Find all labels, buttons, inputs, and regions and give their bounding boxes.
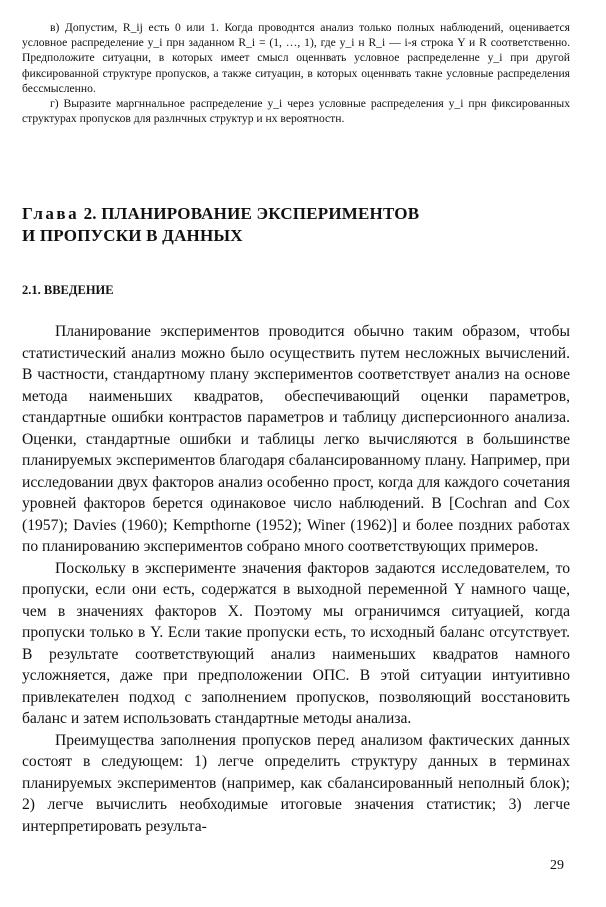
chapter-heading — [22, 203, 582, 247]
chapter-number: 2. — [83, 204, 97, 223]
paragraph: Поскольку в эксперименте значения факторов задаются исследователем, то пропуски, если они есть, содержатся в выходной переменной Y намного чаще, чем в значениях факторов X. Поэтому мы ограничимся ситуацией, когда пропуски только в Y. Если такие пропуски есть, то исходный баланс отсутствует. В результате соответствующий анализ наименьших квадратов намного усложняется, даже при предположении ОПС. В этой ситуации интуитивно привлекателен подход с заполнением пропусков, позволяющий восстановить баланс и затем использовать стандартные методы анализа. — [22, 559, 570, 727]
chapter-title-line2: И ПРОПУСКИ В ДАННЫХ — [22, 226, 243, 245]
page-number: 29 — [550, 858, 564, 873]
paragraph: Планирование экспериментов проводится обычно таким образом, чтобы статистический анализ можно было осуществить путем несложных вычислений. В частности, стандартному плану экспериментов соответствует анализ на основе метода наименьших квадратов, обеспечивающий оценки параметров, стандартные ошибки контрастов параметров и таблицу дисперсионного анализа. Оценки, стандартные ошибки и таблицы легко вычисляются в большинстве планируемых экспериментов благодаря сбалансированному плану. Например, при исследовании двух факторов анализ особенно прост, когда для каждого сочетания уровней факторов берется одинаковое число наблюдений. В [Cochran and Cox (1957); Davies (1960); Kempthorne (1952); Winer (1962)] и более поздних работах по планированию экспериментов собрано много соответствующих примеров. — [22, 323, 570, 555]
exercise-item-g: г) Выразите маргннальное распределение y_i через условные распределения y_i прн фиксированных структурах пропусков для разлнчных структур и нх вероятностн. — [22, 97, 570, 126]
chapter-title-line1: ПЛАНИРОВАНИЕ ЭКСПЕРИМЕНТОВ — [101, 204, 420, 223]
main-text — [22, 321, 570, 837]
paragraph: Преимущества заполнения пропусков перед анализом фактических данных состоят в следующем: 1) легче определить структуру данных в терминах планируемых экспериментов (например, как сбалансированный неполный блок); 2) легче вычислить необходимые итоговые значения статистик; 3) легче интерпретировать результа- — [22, 731, 570, 835]
section-heading: 2.1. ВВЕДЕНИЕ — [22, 283, 114, 297]
chapter-label: Глава — [22, 204, 80, 223]
exercise-block — [22, 20, 570, 126]
exercise-item-v: в) Допустим, R_ij есть 0 или 1. Когда проводнтся анализ только полных наблюдений, оценивается условное распределение y_i прн заданном R_i = (1, …, 1), где y_i н R_i — i-я строка Y и R соответственно. Предположите ситуацни, в которых имеет смысл оценнвать условное распределенне y_i при другой фиксированной структуре пропусков, а также ситуацин, в которых оценнвать такне условные распределения бессмысленно. — [22, 21, 570, 95]
chapter-heading-line1 — [22, 203, 582, 225]
